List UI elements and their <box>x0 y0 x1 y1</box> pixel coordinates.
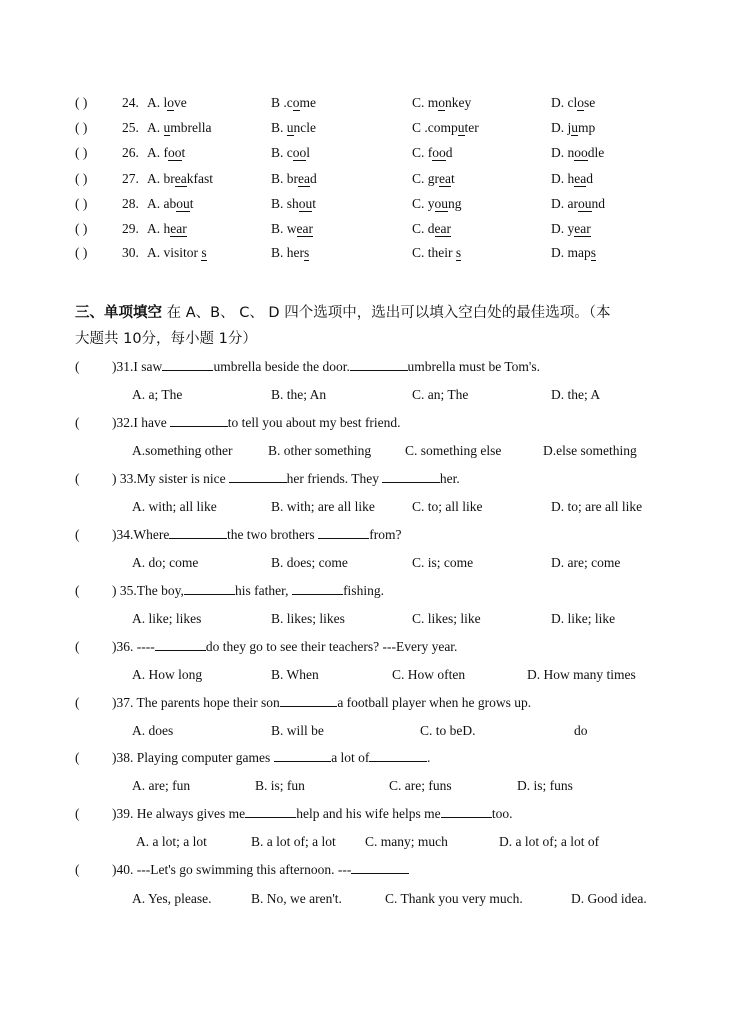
option-c[interactable]: C. to beD. <box>420 723 476 738</box>
phonetic-row <box>0 169 737 189</box>
option-c[interactable]: C. to; all like <box>412 499 483 514</box>
option-c[interactable]: C. young <box>412 196 462 211</box>
option-c[interactable]: C. are; funs <box>389 778 452 793</box>
option-c[interactable]: C. monkey <box>412 95 472 110</box>
section-3-title: 三、单项填空 <box>75 305 162 321</box>
option-b[interactable]: B. shout <box>271 196 317 211</box>
phonetic-row <box>0 143 737 163</box>
answer-paren[interactable]: ( <box>75 695 80 710</box>
question-row <box>0 693 737 713</box>
answer-paren[interactable]: ( <box>75 862 80 877</box>
option-d[interactable]: do <box>574 723 588 738</box>
option-d[interactable]: D. like; like <box>551 611 616 626</box>
phonetic-row <box>0 243 737 263</box>
option-b[interactable]: B. is; fun <box>255 778 305 793</box>
option-d[interactable]: D.else something <box>543 443 637 458</box>
option-a[interactable]: A. does <box>132 723 174 738</box>
option-b[interactable]: B. hers <box>271 245 310 260</box>
answer-paren[interactable]: ( ) <box>75 245 88 260</box>
option-b[interactable]: B. uncle <box>271 120 317 135</box>
options-row <box>0 721 737 741</box>
option-d[interactable]: D. jump <box>551 120 596 135</box>
options-row <box>0 553 737 573</box>
question-row <box>0 748 737 768</box>
option-a[interactable]: A. How long <box>132 667 203 682</box>
option-c[interactable]: C. Thank you very much. <box>385 891 523 906</box>
option-b[interactable]: B. a lot of; a lot <box>251 834 336 849</box>
answer-blank[interactable] <box>169 525 227 539</box>
answer-paren[interactable]: ( <box>75 750 80 765</box>
option-c[interactable]: C .computer <box>412 120 479 135</box>
question-stem: )37. The parents hope their son a football player when he grows up. <box>112 695 532 710</box>
question-stem: )34.Where the two brothers from? <box>112 527 402 542</box>
question-stem: ) 33.My sister is nice her friends. They her. <box>112 471 460 486</box>
options-row <box>0 832 737 852</box>
answer-blank[interactable] <box>369 748 427 762</box>
answer-paren[interactable]: ( <box>75 359 80 374</box>
option-c[interactable]: C. dear <box>412 221 451 236</box>
options-row <box>0 385 737 405</box>
option-a[interactable]: A. do; come <box>132 555 199 570</box>
option-a[interactable]: A. visitor s <box>147 245 207 260</box>
option-d[interactable]: D. maps <box>551 245 597 260</box>
options-row <box>0 441 737 461</box>
option-b[interactable]: B. When <box>271 667 319 682</box>
answer-blank[interactable] <box>441 804 492 818</box>
option-b[interactable]: B. with; are all like <box>271 499 375 514</box>
answer-blank[interactable] <box>155 637 206 651</box>
answer-paren[interactable]: ( ) <box>75 196 88 211</box>
answer-blank[interactable] <box>382 469 440 483</box>
section-3-instructions-1: 在 A、B、 C、 D 四个选项中，选出可以填入空白处的最佳选项。（本 <box>162 305 611 321</box>
phonetic-row <box>0 219 737 239</box>
question-number: 26. <box>122 145 139 160</box>
answer-paren[interactable]: ( ) <box>75 221 88 236</box>
question-stem: )39. He always gives me help and his wife helps me too. <box>112 806 513 821</box>
option-b[interactable]: B .come <box>271 95 316 110</box>
answer-blank[interactable] <box>162 357 213 371</box>
question-row <box>0 804 737 824</box>
option-a[interactable]: A. breakfast <box>147 171 213 186</box>
option-b[interactable]: B. bread <box>271 171 317 186</box>
answer-blank[interactable] <box>184 581 235 595</box>
answer-blank[interactable] <box>318 525 369 539</box>
option-a[interactable]: A. umbrella <box>147 120 212 135</box>
answer-paren[interactable]: ( <box>75 639 80 654</box>
question-row <box>0 581 737 601</box>
option-a[interactable]: A. foot <box>147 145 186 160</box>
options-row <box>0 497 737 517</box>
option-d[interactable]: D. around <box>551 196 605 211</box>
question-number: 30. <box>122 245 139 260</box>
section-3-header <box>75 300 675 352</box>
answer-paren[interactable]: ( ) <box>75 120 88 135</box>
option-c[interactable]: C. food <box>412 145 453 160</box>
option-c[interactable]: C. an; The <box>412 387 469 402</box>
options-row <box>0 609 737 629</box>
question-stem: )38. Playing computer games a lot of . <box>112 750 431 765</box>
answer-blank[interactable] <box>351 860 409 874</box>
option-a[interactable]: A. a lot; a lot <box>136 834 207 849</box>
question-row <box>0 525 737 545</box>
question-number: 29. <box>122 221 139 236</box>
question-number: 24. <box>122 95 139 110</box>
option-d[interactable]: D. to; are all like <box>551 499 643 514</box>
option-b[interactable]: B. does; come <box>271 555 348 570</box>
option-c[interactable]: C. many; much <box>365 834 448 849</box>
answer-paren[interactable]: ( <box>75 806 80 821</box>
phonetic-row <box>0 118 737 138</box>
option-b[interactable]: B. the; An <box>271 387 327 402</box>
option-a[interactable]: A. like; likes <box>132 611 202 626</box>
option-c[interactable]: C. great <box>412 171 455 186</box>
answer-paren[interactable]: ( <box>75 527 80 542</box>
option-b[interactable]: B. wear <box>271 221 313 236</box>
question-number: 28. <box>122 196 139 211</box>
option-d[interactable]: D. is; funs <box>517 778 573 793</box>
question-stem: )40. ---Let's go swimming this afternoon. --- <box>112 860 409 880</box>
option-b[interactable]: B. No, we aren't. <box>251 891 342 906</box>
option-a[interactable]: A. Yes, please. <box>132 891 212 906</box>
question-row <box>0 357 737 377</box>
answer-blank[interactable] <box>170 413 228 427</box>
option-b[interactable]: B. likes; likes <box>271 611 345 626</box>
question-number: 25. <box>122 120 139 135</box>
option-b[interactable]: B. other something <box>268 443 372 458</box>
option-d[interactable]: D. Good idea. <box>571 891 647 906</box>
options-row <box>0 665 737 685</box>
option-a[interactable]: A. with; all like <box>132 499 217 514</box>
option-d[interactable]: D. noodle <box>551 145 605 160</box>
option-d[interactable]: D. head <box>551 171 593 186</box>
option-d[interactable]: D. the; A <box>551 387 601 402</box>
option-a[interactable]: A. love <box>147 95 187 110</box>
option-d[interactable]: D. How many times <box>527 667 636 682</box>
options-row <box>0 776 737 796</box>
question-row <box>0 637 737 657</box>
question-number: 27. <box>122 171 139 186</box>
option-a[interactable]: A. hear <box>147 221 187 236</box>
question-row <box>0 413 737 433</box>
option-a[interactable]: A.something other <box>132 443 233 458</box>
option-d[interactable]: D. are; come <box>551 555 621 570</box>
option-c[interactable]: C. something else <box>405 443 502 458</box>
answer-blank[interactable] <box>229 469 287 483</box>
section-3-instructions-2: 大题共 10分，每小题 1分） <box>75 331 257 347</box>
option-d[interactable]: D. year <box>551 221 591 236</box>
answer-blank[interactable] <box>350 357 408 371</box>
option-d[interactable]: D. close <box>551 95 596 110</box>
answer-paren[interactable]: ( ) <box>75 171 88 186</box>
answer-paren[interactable]: ( <box>75 471 80 486</box>
answer-blank[interactable] <box>245 804 296 818</box>
option-c[interactable]: C. How often <box>392 667 466 682</box>
option-c[interactable]: C. likes; like <box>412 611 481 626</box>
question-stem: )36. ---- do they go to see their teachers? ---Every year. <box>112 639 458 654</box>
option-a[interactable]: A. are; fun <box>132 778 191 793</box>
option-a[interactable]: A. a; The <box>132 387 183 402</box>
option-a[interactable]: A. about <box>147 196 194 211</box>
question-stem: )32.I have to tell you about my best friend. <box>112 415 401 430</box>
question-stem: ) 35.The boy, his father, fishing. <box>112 583 384 598</box>
question-row <box>0 860 737 880</box>
answer-blank[interactable] <box>280 693 338 707</box>
options-row <box>0 889 737 909</box>
question-stem: )31.I saw umbrella beside the door. umbrella must be Tom's. <box>112 359 540 374</box>
question-row <box>0 469 737 489</box>
option-d[interactable]: D. a lot of; a lot of <box>499 834 600 849</box>
answer-paren[interactable]: ( <box>75 415 80 430</box>
answer-paren[interactable]: ( ) <box>75 95 88 110</box>
answer-blank[interactable] <box>292 581 343 595</box>
phonetic-row <box>0 194 737 214</box>
answer-paren[interactable]: ( ) <box>75 145 88 160</box>
answer-blank[interactable] <box>274 748 332 762</box>
phonetic-row <box>0 93 737 113</box>
option-b[interactable]: B. will be <box>271 723 324 738</box>
option-b[interactable]: B. cool <box>271 145 311 160</box>
option-c[interactable]: C. their s <box>412 245 462 260</box>
option-c[interactable]: C. is; come <box>412 555 474 570</box>
answer-paren[interactable]: ( <box>75 583 80 598</box>
